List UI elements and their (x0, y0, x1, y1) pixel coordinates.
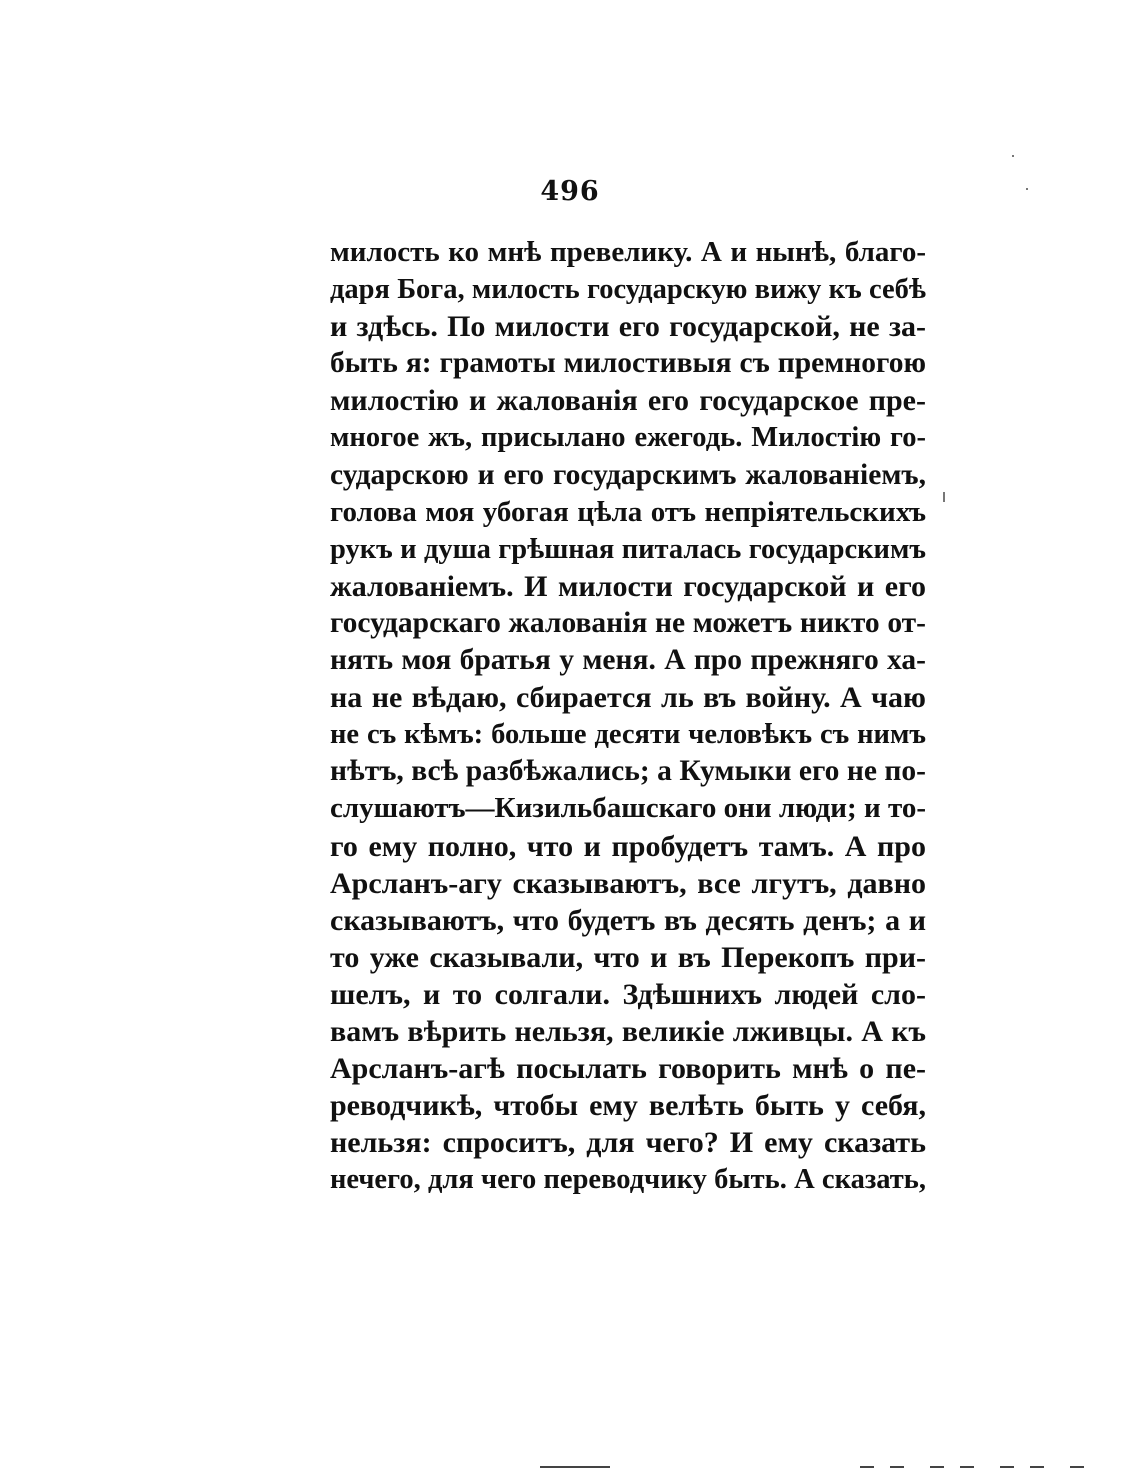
footer-rule (540, 1466, 610, 1468)
scan-speck (1012, 155, 1014, 157)
text-line: жалованіемъ. И милости государской и его (330, 569, 926, 603)
scan-speck (943, 492, 945, 502)
text-line: сударскою и его государскимъ жалованіемъ, (330, 458, 926, 491)
text-line: вамъ вѣрить нельзя, великіе лживцы. А къ (330, 1014, 926, 1048)
body-text (330, 234, 926, 1198)
text-line: быть я: грамоты милостивыя съ премногою (330, 347, 926, 380)
footer-rule (1030, 1466, 1044, 1468)
text-line: нять моя братья у меня. А про прежняго ха- (330, 644, 926, 677)
text-line: не съ кѣмъ: больше десяти человѣкъ съ нимъ (330, 719, 926, 751)
text-line: то уже сказывали, что и въ Перекопъ при- (330, 940, 926, 974)
text-line: нѣтъ, всѣ разбѣжались; а Кумыки его не по- (330, 755, 926, 788)
footer-rule (930, 1466, 944, 1468)
text-line: на не вѣдаю, сбирается ль въ войну. А чаю (330, 681, 926, 715)
text-line: шелъ, и то солгали. Здѣшнихъ людей сло- (330, 977, 926, 1011)
footer-rule (1070, 1466, 1084, 1468)
footer-rule (860, 1466, 874, 1468)
scan-speck (1026, 188, 1028, 190)
footer-rule (960, 1466, 974, 1468)
text-line: реводчикѣ, чтобы ему велѣть быть у себя, (330, 1089, 926, 1123)
text-line: нечего, для чего переводчику быть. А сказать, (330, 1164, 926, 1196)
text-line: Арсланъ-агу сказываютъ, все лгутъ, давно (330, 866, 926, 900)
page-number: 496 (540, 176, 600, 207)
text-line: милость ко мнѣ превелику. А и нынѣ, благо- (330, 236, 926, 268)
text-line: милостію и жалованія его государское пре- (330, 384, 926, 418)
text-line: Арсланъ-агѣ посылать говорить мнѣ о пе- (330, 1052, 926, 1086)
text-line: нельзя: спроситъ, для чего? И ему сказать (330, 1126, 926, 1160)
text-line: многое жъ, присылано ежегодь. Милостію го- (330, 422, 926, 454)
footer-rule (1000, 1466, 1014, 1468)
text-line: рукъ и душа грѣшная питалась государскимъ (330, 533, 926, 565)
text-line: государскаго жалованія не можетъ никто от- (330, 606, 926, 639)
text-line: голова моя убогая цѣла отъ непріятельскихъ (330, 495, 926, 528)
text-line: го ему полно, что и пробудетъ тамъ. А про (330, 829, 926, 863)
footer-rule (890, 1466, 904, 1468)
text-line: даря Бога, милость государскую вижу къ себѣ (330, 274, 926, 306)
text-line: сказываютъ, что будетъ въ десять денъ; а и (330, 903, 926, 937)
text-line: и здѣсь. По милости его государской, не за- (330, 310, 926, 344)
text-line: слушаютъ—Кизильбашскаго они люди; и то- (330, 792, 926, 825)
